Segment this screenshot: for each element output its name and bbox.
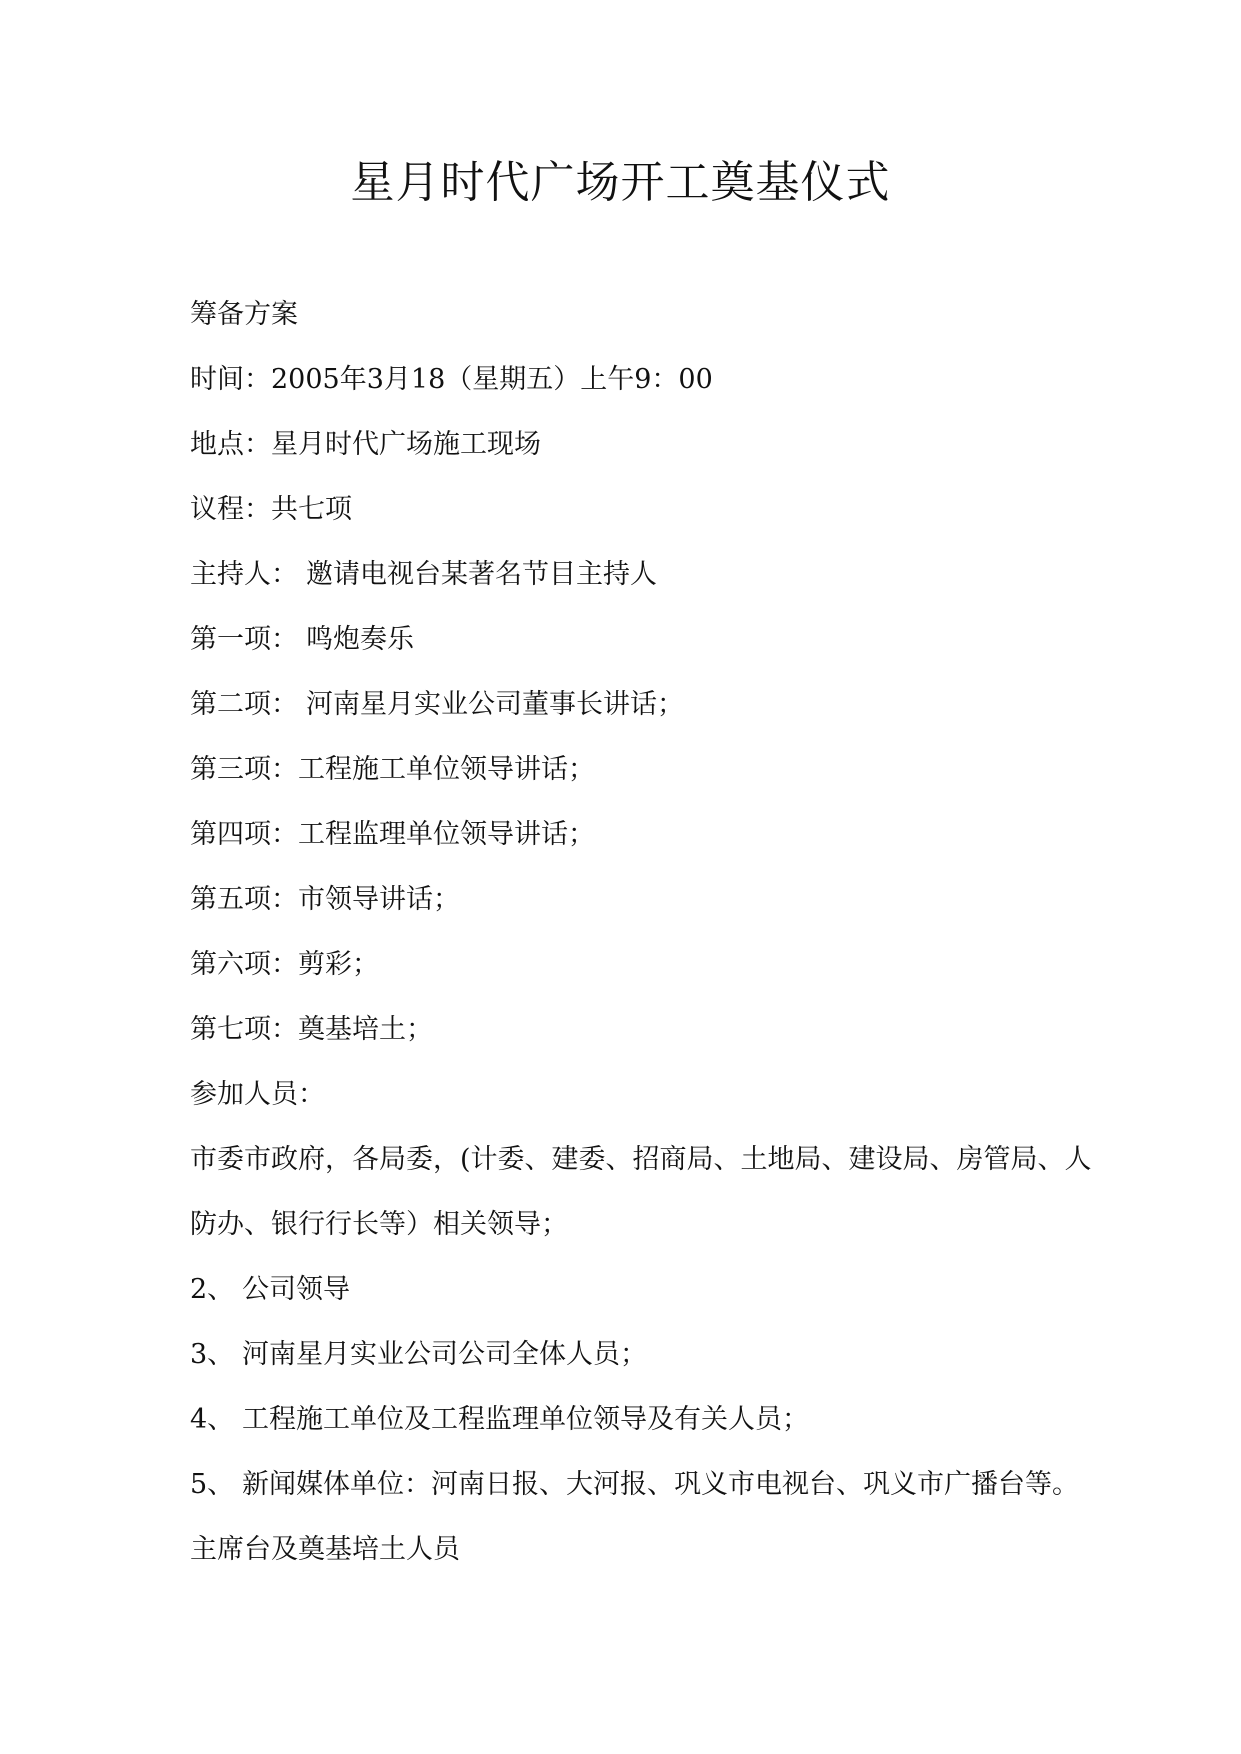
agenda-item [190, 940, 1090, 1005]
participant-list-item [190, 1265, 1090, 1330]
agenda-item [190, 1005, 1090, 1070]
list-text: 工程施工单位及工程监理单位领导及有关人员； [242, 1404, 809, 1435]
place-value: 星月时代广场施工现场 [271, 429, 541, 460]
agenda-item-label: 第一项： [190, 624, 298, 655]
agenda-item-text: 河南星月实业公司董事长讲话； [306, 689, 684, 720]
agenda-item [190, 810, 1090, 875]
participants-line: 防办、银行行长等）相关领导； [190, 1209, 568, 1240]
agenda-item-text: 剪彩； [298, 949, 379, 980]
time-label: 时间： [190, 364, 271, 395]
agenda-item-label: 第三项： [190, 754, 298, 785]
list-number: 2、 [190, 1274, 235, 1305]
participants-line: 市委市政府，各局委，(计委、建委、招商局、土地局、建设局、房管局、人 [190, 1144, 1092, 1175]
list-text: 公司领导 [242, 1274, 350, 1305]
document-body [190, 290, 1090, 1590]
agenda-value: 共七项 [271, 494, 352, 525]
document-title: 星月时代广场开工奠基仪式 [350, 157, 891, 208]
agenda-item-text: 工程施工单位领导讲话； [298, 754, 595, 785]
agenda-item-text: 工程监理单位领导讲话； [298, 819, 595, 850]
agenda-item [190, 875, 1090, 940]
time-line [190, 355, 1090, 420]
agenda-line [190, 485, 1090, 550]
agenda-item [190, 680, 1090, 745]
place-line [190, 420, 1090, 485]
participant-list-item [190, 1330, 1090, 1395]
footer-heading: 主席台及奠基培土人员 [190, 1534, 460, 1565]
participant-list-item [190, 1460, 1090, 1525]
agenda-item [190, 745, 1090, 810]
agenda-label: 议程： [190, 494, 271, 525]
host-line [190, 550, 1090, 615]
participant-list-item [190, 1395, 1090, 1460]
host-value: 邀请电视台某著名节目主持人 [306, 559, 657, 590]
agenda-item-label: 第七项： [190, 1014, 298, 1045]
list-number: 5、 [190, 1469, 235, 1500]
agenda-item-text: 奠基培土； [298, 1014, 433, 1045]
agenda-item [190, 615, 1090, 680]
agenda-item-label: 第五项： [190, 884, 298, 915]
agenda-item-label: 第六项： [190, 949, 298, 980]
place-label: 地点： [190, 429, 271, 460]
agenda-item-label: 第四项： [190, 819, 298, 850]
plan-subtitle: 筹备方案 [190, 299, 298, 330]
participants-heading: 参加人员： [190, 1079, 325, 1110]
list-number: 4、 [190, 1404, 235, 1435]
time-value: 2005年3月18（星期五）上午9：00 [271, 364, 713, 395]
host-label: 主持人： [190, 559, 298, 590]
agenda-item-label: 第二项： [190, 689, 298, 720]
list-text: 新闻媒体单位：河南日报、大河报、巩义市电视台、巩义市广播台等。 [242, 1469, 1079, 1500]
list-number: 3、 [190, 1339, 235, 1370]
list-text: 河南星月实业公司公司全体人员； [242, 1339, 647, 1370]
agenda-item-text: 鸣炮奏乐 [306, 624, 414, 655]
agenda-item-text: 市领导讲话； [298, 884, 460, 915]
